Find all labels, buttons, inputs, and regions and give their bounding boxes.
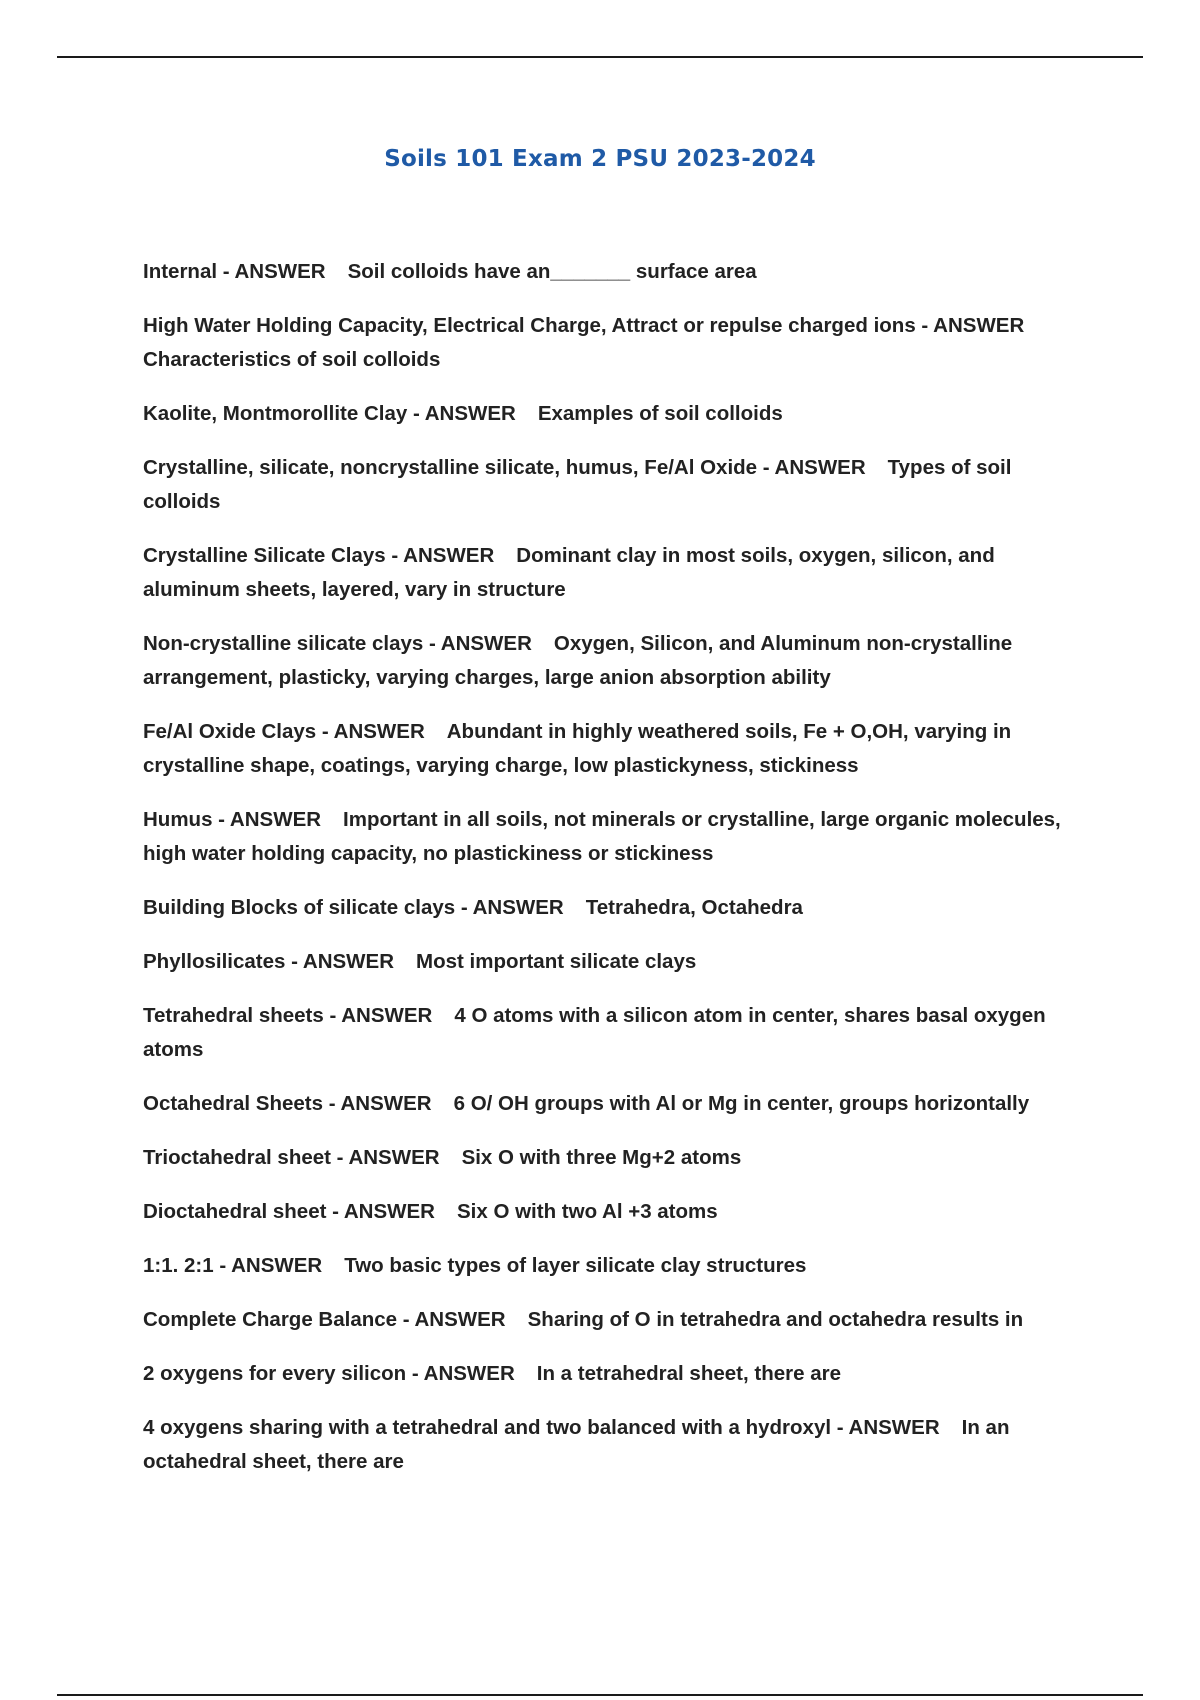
qa-item bbox=[143, 309, 1091, 377]
qa-item bbox=[143, 1411, 1091, 1479]
question-text: 4 O atoms with a silicon atom in center, shares basal oxygen atoms bbox=[143, 1004, 1046, 1061]
qa-item bbox=[143, 715, 1091, 783]
question-text: Two basic types of layer silicate clay structures bbox=[344, 1254, 807, 1277]
qa-item bbox=[143, 1249, 1091, 1283]
bottom-rule bbox=[57, 1694, 1143, 1696]
question-text: Six O with two Al +3 atoms bbox=[457, 1200, 718, 1223]
qa-item bbox=[143, 1087, 1091, 1121]
qa-item bbox=[143, 397, 1091, 431]
qa-item bbox=[143, 891, 1091, 925]
answer-text: Dioctahedral sheet - ANSWER bbox=[143, 1200, 435, 1223]
qa-item bbox=[143, 1141, 1091, 1175]
top-rule bbox=[57, 56, 1143, 58]
answer-text: High Water Holding Capacity, Electrical Charge, Attract or repulse charged ions - ANSWER bbox=[143, 314, 1025, 337]
qa-item bbox=[143, 1195, 1091, 1229]
question-text: Types of soil colloids bbox=[143, 456, 1012, 513]
answer-text: Crystalline Silicate Clays - ANSWER bbox=[143, 544, 495, 567]
answer-text: Humus - ANSWER bbox=[143, 808, 322, 831]
answer-text: Phyllosilicates - ANSWER bbox=[143, 950, 394, 973]
question-text: In an octahedral sheet, there are bbox=[143, 1416, 1010, 1473]
qa-item bbox=[143, 539, 1091, 607]
qa-item bbox=[143, 1303, 1091, 1337]
question-text: Important in all soils, not minerals or crystalline, large organic molecules, high water holding capacity, no plastickiness or stickiness bbox=[143, 808, 1061, 865]
question-text: Dominant clay in most soils, oxygen, silicon, and aluminum sheets, layered, vary in structure bbox=[143, 544, 995, 601]
question-text: Abundant in highly weathered soils, Fe + O,OH, varying in crystalline shape, coatings, varying charge, low plastickyness, stickiness bbox=[143, 720, 1012, 777]
question-text: Sharing of O in tetrahedra and octahedra results in bbox=[527, 1308, 1024, 1331]
answer-text: Internal - ANSWER bbox=[143, 260, 326, 283]
answer-text: Tetrahedral sheets - ANSWER bbox=[143, 1004, 433, 1027]
qa-item bbox=[143, 627, 1091, 695]
document-title: Soils 101 Exam 2 PSU 2023-2024 bbox=[384, 146, 816, 172]
answer-text: Non-crystalline silicate clays - ANSWER bbox=[143, 632, 532, 655]
question-text: Soil colloids have an_______ surface area bbox=[347, 260, 757, 283]
qa-item bbox=[143, 1357, 1091, 1391]
answer-text: Fe/Al Oxide Clays - ANSWER bbox=[143, 720, 425, 743]
qa-list bbox=[143, 255, 1091, 1499]
qa-item bbox=[143, 999, 1091, 1067]
question-text: Tetrahedra, Octahedra bbox=[585, 896, 803, 919]
qa-item bbox=[143, 945, 1091, 979]
answer-text: Kaolite, Montmorollite Clay - ANSWER bbox=[143, 402, 516, 425]
answer-text: Complete Charge Balance - ANSWER bbox=[143, 1308, 506, 1331]
question-text: Oxygen, Silicon, and Aluminum non-crystalline arrangement, plasticky, varying charges, large anion absorption ability bbox=[143, 632, 1013, 689]
question-text: Most important silicate clays bbox=[416, 950, 697, 973]
question-text: Examples of soil colloids bbox=[537, 402, 783, 425]
question-text: Characteristics of soil colloids bbox=[143, 348, 441, 371]
question-text: Six O with three Mg+2 atoms bbox=[461, 1146, 742, 1169]
answer-text: 2 oxygens for every silicon - ANSWER bbox=[143, 1362, 515, 1385]
answer-text: Trioctahedral sheet - ANSWER bbox=[143, 1146, 440, 1169]
question-text: 6 O/ OH groups with Al or Mg in center, groups horizontally bbox=[453, 1092, 1030, 1115]
answer-text: 1:1. 2:1 - ANSWER bbox=[143, 1254, 323, 1277]
question-text: In a tetrahedral sheet, there are bbox=[536, 1362, 841, 1385]
qa-item bbox=[143, 255, 1091, 289]
answer-text: Crystalline, silicate, noncrystalline silicate, humus, Fe/Al Oxide - ANSWER bbox=[143, 456, 866, 479]
answer-text: Octahedral Sheets - ANSWER bbox=[143, 1092, 432, 1115]
qa-item bbox=[143, 803, 1091, 871]
answer-text: Building Blocks of silicate clays - ANSWER bbox=[143, 896, 564, 919]
qa-item bbox=[143, 451, 1091, 519]
answer-text: 4 oxygens sharing with a tetrahedral and two balanced with a hydroxyl - ANSWER bbox=[143, 1416, 940, 1439]
